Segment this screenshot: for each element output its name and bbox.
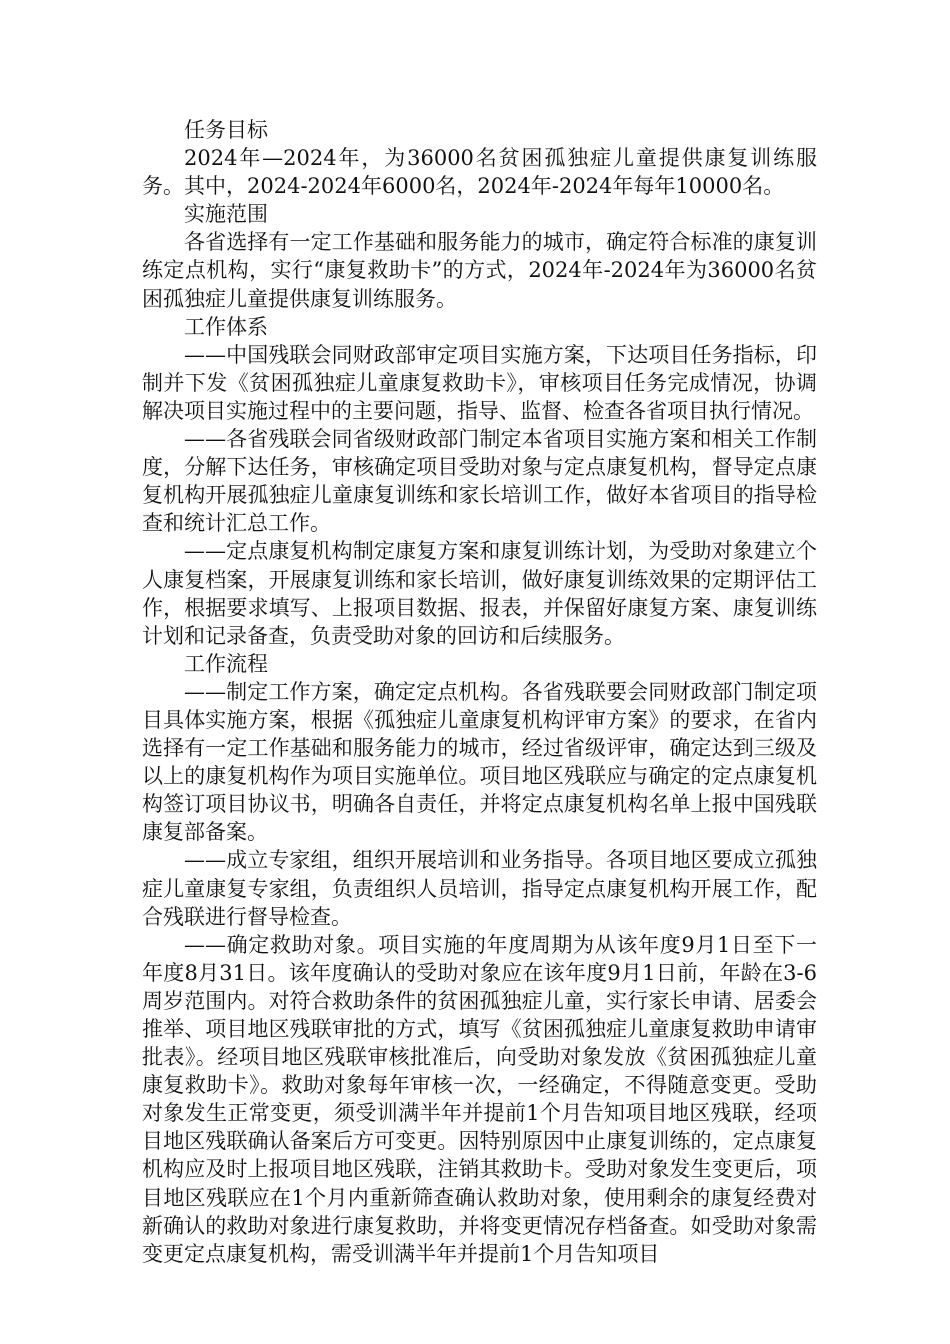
paragraph-workflow-3: ——确定救助对象。项目实施的年度周期为从该年度9月1日至下一年度8月31日。该年度确认的受助对象应在该年度9月1日前，年龄在3-6周岁范围内。对符合救助条件的贫困孤独症儿童，实行家长申请、居委会推举、项目地区残联审批的方式，填写《贫困孤独症儿童康复救助申请审批表》。经项目地区残联审核批准后，向受助对象发放《贫困孤独症儿童康复救助卡》。救助对象每年审核一次，一经确定，不得随意变更。受助对象发生正常变更，须受训满半年并提前1个月告知项目地区残联，经项目地区残联确认备案后方可变更。因特别原因中止康复训练的，定点康复机构应及时上报项目地区残联，注销其救助卡。受助对象发生变更后，项目地区残联应在1个月内重新筛查确认救助对象，使用剩余的康复经费对新确认的救助对象进行康复救助，并将变更情况存档备查。如受助对象需变更定点康复机构，需受训满半年并提前1个月告知项目 — [142, 932, 817, 1266]
heading-work-system: 工作体系 — [184, 314, 268, 339]
paragraph-task-goal: 2024年—2024年，为36000名贫困孤独症儿童提供康复训练服务。其中，2024-2024年6000名，2024年-2024年每年10000名。 — [142, 146, 817, 199]
heading-scope: 实施范围 — [184, 202, 268, 227]
heading-workflow: 工作流程 — [184, 651, 268, 676]
heading-task-goal: 任务目标 — [184, 118, 268, 142]
paragraph-work-system-2: ——各省残联会同省级财政部门制定本省项目实施方案和相关工作制度，分解下达任务，审核确定项目受助对象与定点康复机构，督导定点康复机构开展孤独症儿童康复训练和家长培训工作，做好本省项目的指导检查和统计汇总工作。 — [142, 427, 817, 536]
paragraph-work-system-3: ——定点康复机构制定康复方案和康复训练计划，为受助对象建立个人康复档案，开展康复训练和家长培训，做好康复训练效果的定期评估工作，根据要求填写、上报项目数据、报表，并保留好康复方案、康复训练计划和记录备查，负责受助对象的回访和后续服务。 — [142, 539, 817, 648]
document-body — [142, 116, 817, 1268]
paragraph-scope: 各省选择有一定工作基础和服务能力的城市，确定符合标准的康复训练定点机构，实行“康复救助卡”的方式，2024年-2024年为36000名贫困孤独症儿童提供康复训练服务。 — [142, 230, 817, 311]
paragraph-workflow-1: ——制定工作方案，确定定点机构。各省残联要会同财政部门制定项目具体实施方案，根据《孤独症儿童康复机构评审方案》的要求，在省内选择有一定工作基础和服务能力的城市，经过省级评审，确定达到三级及以上的康复机构作为项目实施单位。项目地区残联应与确定的定点康复机构签订项目协议书，明确各自责任，并将定点康复机构名单上报中国残联康复部备案。 — [142, 679, 817, 845]
paragraph-workflow-2: ——成立专家组，组织开展培训和业务指导。各项目地区要成立孤独症儿童康复专家组，负责组织人员培训，指导定点康复机构开展工作，配合残联进行督导检查。 — [142, 848, 817, 929]
paragraph-work-system-1: ——中国残联会同财政部审定项目实施方案，下达项目任务指标，印制并下发《贫困孤独症儿童康复救助卡》，审核项目任务完成情况，协调解决项目实施过程中的主要问题，指导、监督、检查各省项目执行情况。 — [142, 342, 817, 423]
